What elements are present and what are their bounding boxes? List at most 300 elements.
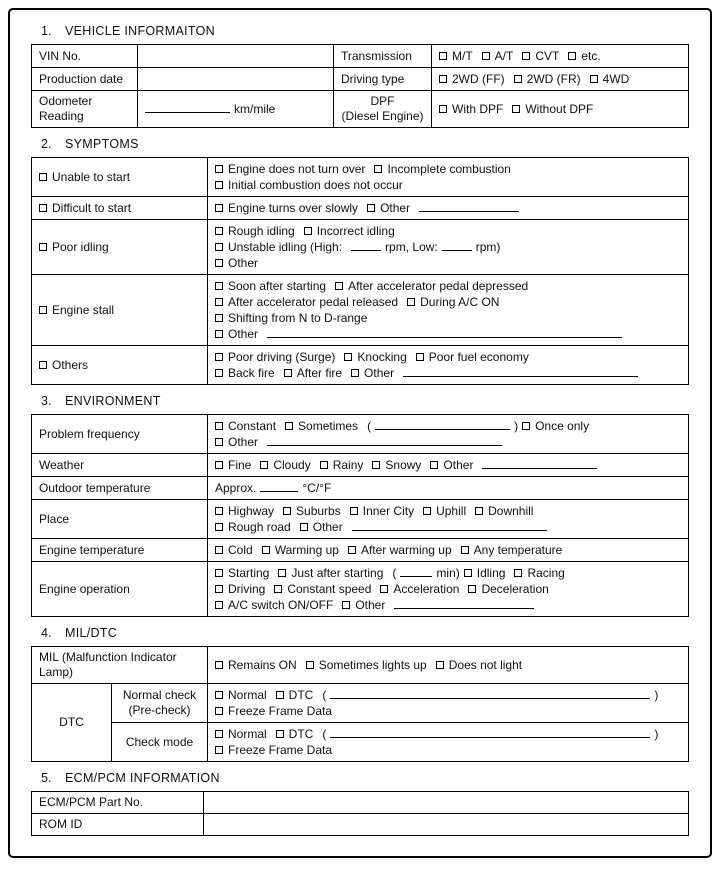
- checkbox-option[interactable]: [215, 435, 258, 449]
- checkbox-option[interactable]: [283, 504, 341, 518]
- checkbox-icon[interactable]: [468, 585, 476, 593]
- checkbox-label: Freeze Frame Data: [228, 703, 333, 718]
- checkbox-option[interactable]: [215, 566, 269, 580]
- checkbox-icon[interactable]: [215, 330, 223, 338]
- checkbox-label: Warming up: [274, 542, 339, 557]
- checkbox-option[interactable]: [278, 566, 383, 580]
- checkbox-label: Just after starting: [291, 565, 384, 580]
- checkbox-icon[interactable]: [407, 298, 415, 306]
- checkbox-label: A/C switch ON/OFF: [228, 597, 334, 612]
- checkbox-option[interactable]: [351, 366, 394, 380]
- checkbox-option[interactable]: [215, 727, 267, 741]
- checkbox-icon[interactable]: [215, 523, 223, 531]
- form-line: [215, 480, 681, 496]
- checkbox-option[interactable]: [306, 658, 427, 672]
- symptom-row-engine-stall: [32, 275, 689, 346]
- checkbox-option[interactable]: [215, 688, 267, 702]
- dpf-label-line2: (Diesel Engine): [341, 109, 424, 123]
- dtc-label: DTC: [32, 684, 112, 762]
- checkbox-option[interactable]: [262, 543, 339, 557]
- checkbox-option[interactable]: [284, 366, 342, 380]
- symptom-options-cell: [208, 158, 689, 197]
- checkbox-icon[interactable]: [306, 661, 314, 669]
- static-text: (: [367, 418, 372, 433]
- checkbox-icon[interactable]: [215, 165, 223, 173]
- section-number: 4.: [41, 626, 52, 640]
- checkbox-option[interactable]: [335, 279, 528, 293]
- checkbox-icon[interactable]: [215, 707, 223, 715]
- checkbox-icon[interactable]: [342, 601, 350, 609]
- checkbox-icon[interactable]: [39, 361, 47, 369]
- environment-label: Engine temperature: [32, 539, 208, 562]
- checkbox-option[interactable]: [423, 504, 466, 518]
- checkbox-icon[interactable]: [514, 75, 522, 83]
- rom-id-value-cell[interactable]: [204, 814, 689, 836]
- checkbox-option[interactable]: [215, 240, 342, 254]
- checkbox-option[interactable]: [260, 458, 310, 472]
- form-line: [215, 200, 681, 216]
- dpf-options: [432, 91, 689, 128]
- production-date-value-cell[interactable]: [138, 68, 334, 91]
- checkbox-option[interactable]: [215, 162, 365, 176]
- checkbox-option[interactable]: [215, 504, 274, 518]
- checkbox-icon[interactable]: [436, 661, 444, 669]
- environment-label: Problem frequency: [32, 415, 208, 454]
- fill-in-blank[interactable]: [145, 102, 230, 113]
- checkbox-icon[interactable]: [416, 353, 424, 361]
- checkbox-option[interactable]: [215, 279, 326, 293]
- checkbox-option[interactable]: [514, 566, 564, 580]
- fill-in-blank[interactable]: [330, 727, 650, 738]
- checkbox-icon[interactable]: [215, 730, 223, 738]
- form-line: [215, 365, 681, 381]
- checkbox-option[interactable]: [342, 598, 385, 612]
- checkbox-icon[interactable]: [215, 691, 223, 699]
- checkbox-icon[interactable]: [372, 461, 380, 469]
- checkbox-icon[interactable]: [215, 461, 223, 469]
- checkbox-label: Snowy: [385, 457, 422, 472]
- form-line: [39, 357, 200, 373]
- section-heading-mil-dtc: [33, 626, 687, 641]
- form-line: [39, 200, 200, 216]
- environment-label: Place: [32, 500, 208, 539]
- dtc-check-mode-row: [32, 723, 689, 762]
- checkbox-label: Other: [443, 457, 474, 472]
- form-line: [439, 101, 681, 117]
- checkbox-label: After fire: [296, 365, 343, 380]
- checkbox-option[interactable]: [300, 520, 343, 534]
- checkbox-label: 4WD: [602, 71, 630, 86]
- section-heading-symptoms: [33, 137, 687, 152]
- checkbox-label: Inner City: [362, 503, 415, 518]
- checkbox-option[interactable]: [590, 72, 630, 86]
- checkbox-icon[interactable]: [276, 730, 284, 738]
- checkbox-option[interactable]: [512, 102, 593, 116]
- checkbox-option[interactable]: [215, 327, 258, 341]
- checkbox-label: Soon after starting: [228, 278, 327, 293]
- form-line: [215, 742, 681, 758]
- checkbox-option[interactable]: [380, 582, 459, 596]
- environment-options-cell: [208, 454, 689, 477]
- environment-options-cell: [208, 500, 689, 539]
- checkbox-option[interactable]: [372, 458, 421, 472]
- checkbox-icon[interactable]: [439, 105, 447, 113]
- section-title: MIL/DTC: [65, 626, 118, 640]
- static-text: min): [436, 565, 460, 580]
- checkbox-label: DTC: [288, 687, 314, 702]
- checkbox-option[interactable]: [215, 366, 275, 380]
- checkbox-option[interactable]: [285, 419, 358, 433]
- checkbox-icon[interactable]: [512, 105, 520, 113]
- checkbox-icon[interactable]: [430, 461, 438, 469]
- fill-in-blank[interactable]: [352, 520, 547, 531]
- driving-type-options: [432, 68, 689, 91]
- checkbox-option[interactable]: [464, 566, 506, 580]
- checkbox-option[interactable]: [215, 201, 358, 215]
- odometer-value-cell[interactable]: [138, 91, 334, 128]
- static-text: rpm): [475, 239, 501, 254]
- checkbox-icon[interactable]: [522, 52, 530, 60]
- checkbox-option[interactable]: [215, 350, 335, 364]
- symptom-label-cell: [32, 275, 208, 346]
- checkbox-icon[interactable]: [274, 585, 282, 593]
- checkbox-icon[interactable]: [348, 546, 356, 554]
- checkbox-icon[interactable]: [464, 569, 472, 577]
- checkbox-option[interactable]: [439, 49, 473, 63]
- form-line: [215, 565, 681, 581]
- checkbox-label: Poor driving (Surge): [228, 349, 336, 364]
- environment-options-cell: [208, 415, 689, 454]
- checkbox-icon[interactable]: [380, 585, 388, 593]
- form-line: [215, 503, 681, 519]
- form-line: [215, 294, 681, 310]
- checkbox-option[interactable]: [374, 162, 510, 176]
- form-line: [215, 457, 681, 473]
- section-number: 2.: [41, 137, 52, 151]
- table-row-production-date: [32, 68, 689, 91]
- checkbox-icon[interactable]: [215, 601, 223, 609]
- checkbox-icon[interactable]: [300, 523, 308, 531]
- checkbox-label: After accelerator pedal depressed: [348, 278, 529, 293]
- checkbox-option[interactable]: [215, 458, 251, 472]
- static-text: (: [392, 565, 397, 580]
- checkbox-icon[interactable]: [320, 461, 328, 469]
- environment-label: Outdoor temperature: [32, 477, 208, 500]
- checkbox-option[interactable]: [215, 224, 295, 238]
- environment-label: Weather: [32, 454, 208, 477]
- checkbox-icon[interactable]: [351, 369, 359, 377]
- symptom-row-unable-to-start: [32, 158, 689, 197]
- table-row-odometer: [32, 91, 689, 128]
- fill-in-blank[interactable]: [260, 481, 298, 492]
- checkbox-icon[interactable]: [482, 52, 490, 60]
- checkbox-icon[interactable]: [215, 438, 223, 446]
- checkbox-option[interactable]: [320, 458, 364, 472]
- checkbox-option[interactable]: [367, 201, 410, 215]
- section-number: 1.: [41, 24, 52, 38]
- checkbox-icon[interactable]: [215, 369, 223, 377]
- checkbox-icon[interactable]: [522, 422, 530, 430]
- checkbox-label: Other: [228, 255, 259, 270]
- checkbox-label: Engine does not turn over: [228, 161, 366, 176]
- checkbox-label: etc.: [581, 48, 601, 63]
- checkbox-option[interactable]: [39, 358, 88, 372]
- checkbox-option[interactable]: [522, 419, 589, 433]
- checkbox-label: Downhill: [488, 503, 534, 518]
- checkbox-icon[interactable]: [215, 661, 223, 669]
- checkbox-option[interactable]: [215, 704, 332, 718]
- form-line: [145, 101, 326, 117]
- checkbox-icon[interactable]: [335, 282, 343, 290]
- checkbox-icon[interactable]: [278, 569, 286, 577]
- checkbox-icon[interactable]: [215, 298, 223, 306]
- fill-in-blank[interactable]: [419, 201, 519, 212]
- checkbox-label: Suburbs: [296, 503, 341, 518]
- form-line: [215, 349, 681, 365]
- checkbox-option[interactable]: [461, 543, 563, 557]
- checkbox-icon[interactable]: [568, 52, 576, 60]
- checkbox-option[interactable]: [276, 688, 314, 702]
- mil-dtc-table: [31, 646, 689, 762]
- checkbox-option[interactable]: [215, 178, 403, 192]
- checkbox-label: Incorrect idling: [316, 223, 395, 238]
- checkbox-label: Others: [52, 357, 89, 372]
- form-line: [215, 597, 681, 613]
- checkbox-icon[interactable]: [276, 691, 284, 699]
- checkbox-option[interactable]: [350, 504, 414, 518]
- checkbox-icon[interactable]: [39, 173, 47, 181]
- checkbox-icon[interactable]: [514, 569, 522, 577]
- production-date-label: Production date: [32, 68, 138, 91]
- checkbox-option[interactable]: [482, 49, 514, 63]
- checkbox-label: Other: [355, 597, 386, 612]
- checkbox-label: Driving: [228, 581, 266, 596]
- form-line: [215, 239, 681, 255]
- mil-options-cell: [208, 647, 689, 684]
- checkbox-label: Incomplete combustion: [387, 161, 511, 176]
- checkbox-icon[interactable]: [350, 507, 358, 515]
- dtc-normal-check-row: [32, 684, 689, 723]
- checkbox-icon[interactable]: [215, 204, 223, 212]
- checkbox-option[interactable]: [215, 543, 253, 557]
- fill-in-blank[interactable]: [351, 240, 381, 251]
- checkbox-option[interactable]: [215, 658, 297, 672]
- checkbox-icon[interactable]: [590, 75, 598, 83]
- checkbox-option[interactable]: [215, 295, 398, 309]
- checkbox-icon[interactable]: [215, 181, 223, 189]
- checkbox-icon[interactable]: [344, 353, 352, 361]
- checkbox-option[interactable]: [215, 256, 258, 270]
- static-text: ): [654, 726, 659, 741]
- form-line: [215, 581, 681, 597]
- section-number: 3.: [41, 394, 52, 408]
- checkbox-option[interactable]: [215, 743, 332, 757]
- form-line: [215, 657, 681, 673]
- checkbox-option[interactable]: [568, 49, 600, 63]
- checkbox-option[interactable]: [39, 240, 109, 254]
- checkbox-label: Constant speed: [287, 581, 372, 596]
- form-line: [215, 255, 681, 271]
- fill-in-blank[interactable]: [375, 419, 510, 430]
- checkbox-icon[interactable]: [215, 422, 223, 430]
- environment-row-weather: [32, 454, 689, 477]
- checkbox-option[interactable]: [39, 201, 131, 215]
- symptom-label-cell: [32, 346, 208, 385]
- form-line: [215, 542, 681, 558]
- checkbox-option[interactable]: [416, 350, 529, 364]
- checkbox-option[interactable]: [348, 543, 452, 557]
- driving-type-label: Driving type: [334, 68, 432, 91]
- checkbox-icon[interactable]: [215, 585, 223, 593]
- check-mode-options-cell: [208, 723, 689, 762]
- checkbox-option[interactable]: [468, 582, 548, 596]
- symptom-row-others: [32, 346, 689, 385]
- checkbox-option[interactable]: [215, 520, 291, 534]
- checkbox-label: Without DPF: [525, 101, 594, 116]
- transmission-label: Transmission: [334, 45, 432, 68]
- checkbox-icon[interactable]: [215, 282, 223, 290]
- checkbox-option[interactable]: [39, 303, 114, 317]
- symptom-label-cell: [32, 197, 208, 220]
- ecm-pcm-table: [31, 791, 689, 836]
- checkbox-label: During A/C ON: [420, 294, 500, 309]
- fill-in-blank[interactable]: [482, 458, 597, 469]
- fill-in-blank[interactable]: [400, 566, 432, 577]
- checkbox-option[interactable]: [215, 598, 333, 612]
- checkbox-icon[interactable]: [260, 461, 268, 469]
- environment-row-engine-operation: [32, 562, 689, 617]
- checkbox-label: Deceleration: [481, 581, 549, 596]
- checkbox-label: Fine: [228, 457, 252, 472]
- checkbox-label: Cloudy: [273, 457, 311, 472]
- checkbox-icon[interactable]: [215, 746, 223, 754]
- checkbox-label: Knocking: [357, 349, 407, 364]
- fill-in-blank[interactable]: [267, 435, 502, 446]
- checkbox-option[interactable]: [475, 504, 533, 518]
- checkbox-icon[interactable]: [215, 353, 223, 361]
- static-text: ): [654, 687, 659, 702]
- checkbox-icon[interactable]: [215, 227, 223, 235]
- checkbox-label: Poor fuel economy: [428, 349, 529, 364]
- checkbox-icon[interactable]: [423, 507, 431, 515]
- checkbox-label: Sometimes: [298, 418, 359, 433]
- checkbox-icon[interactable]: [39, 243, 47, 251]
- checkbox-option[interactable]: [344, 350, 406, 364]
- checkbox-option[interactable]: [304, 224, 395, 238]
- checkbox-label: CVT: [535, 48, 560, 63]
- transmission-options: [432, 45, 689, 68]
- checkbox-label: Sometimes lights up: [318, 657, 427, 672]
- symptom-row-poor-idling: [32, 220, 689, 275]
- checkbox-label: M/T: [452, 48, 473, 63]
- checkbox-icon[interactable]: [215, 546, 223, 554]
- checkbox-icon[interactable]: [461, 546, 469, 554]
- mil-label: MIL (Malfunction Indicator Lamp): [32, 647, 208, 684]
- environment-options-cell: [208, 477, 689, 500]
- fill-in-blank[interactable]: [403, 366, 638, 377]
- checkbox-icon[interactable]: [215, 569, 223, 577]
- checkbox-icon[interactable]: [439, 52, 447, 60]
- checkbox-icon[interactable]: [283, 507, 291, 515]
- fill-in-blank[interactable]: [330, 688, 650, 699]
- form-line: [39, 302, 200, 318]
- checkbox-icon[interactable]: [39, 204, 47, 212]
- checkbox-option[interactable]: [215, 582, 265, 596]
- checkbox-option[interactable]: [407, 295, 499, 309]
- vin-value-cell[interactable]: [138, 45, 334, 68]
- checkbox-icon[interactable]: [285, 422, 293, 430]
- checkbox-label: Other: [380, 200, 411, 215]
- checkbox-option[interactable]: [522, 49, 559, 63]
- table-row-vin: [32, 45, 689, 68]
- form-line: [215, 326, 681, 342]
- checkbox-option[interactable]: [274, 582, 371, 596]
- checkbox-label: Racing: [527, 565, 565, 580]
- normal-check-label: Normal check (Pre-check): [112, 684, 208, 723]
- odometer-label: Odometer Reading: [32, 91, 138, 128]
- checkbox-icon[interactable]: [439, 75, 447, 83]
- checkbox-option[interactable]: [514, 72, 581, 86]
- checkbox-icon[interactable]: [304, 227, 312, 235]
- vin-label: VIN No.: [32, 45, 138, 68]
- checkbox-label: Freeze Frame Data: [228, 742, 333, 757]
- checkbox-option[interactable]: [276, 727, 314, 741]
- checkbox-option[interactable]: [215, 311, 367, 325]
- checkbox-icon[interactable]: [374, 165, 382, 173]
- form-line: [215, 223, 681, 239]
- checkbox-label: Other: [364, 365, 395, 380]
- checkbox-icon[interactable]: [367, 204, 375, 212]
- fill-in-blank[interactable]: [267, 327, 622, 338]
- checkbox-option[interactable]: [215, 419, 276, 433]
- checkbox-option[interactable]: [436, 658, 522, 672]
- static-text: Approx.: [215, 480, 257, 495]
- checkbox-icon[interactable]: [262, 546, 270, 554]
- checkbox-icon[interactable]: [215, 314, 223, 322]
- rom-id-row: [32, 814, 689, 836]
- checkbox-icon[interactable]: [215, 243, 223, 251]
- fill-in-blank[interactable]: [394, 598, 534, 609]
- symptom-options-cell: [208, 220, 689, 275]
- checkbox-label: Other: [312, 519, 343, 534]
- fill-in-blank[interactable]: [442, 240, 472, 251]
- form-line: [439, 48, 681, 64]
- checkbox-icon[interactable]: [215, 259, 223, 267]
- checkbox-option[interactable]: [439, 72, 505, 86]
- checkbox-label: Rough road: [228, 519, 291, 534]
- checkbox-option[interactable]: [39, 170, 130, 184]
- checkbox-icon[interactable]: [215, 507, 223, 515]
- dpf-label-line1: DPF: [370, 94, 395, 108]
- checkbox-icon[interactable]: [284, 369, 292, 377]
- form-line: [215, 278, 681, 294]
- environment-label: Engine operation: [32, 562, 208, 617]
- checkbox-option[interactable]: [439, 102, 503, 116]
- section-number: 5.: [41, 771, 52, 785]
- checkbox-label: Idling: [476, 565, 506, 580]
- checkbox-icon[interactable]: [475, 507, 483, 515]
- form-line: [215, 703, 681, 719]
- symptoms-table: [31, 157, 689, 385]
- checkbox-label: Starting: [228, 565, 270, 580]
- checkbox-label: Engine turns over slowly: [228, 200, 359, 215]
- checkbox-label: Uphill: [436, 503, 467, 518]
- static-text: km/mile: [234, 101, 276, 116]
- checkbox-icon[interactable]: [39, 306, 47, 314]
- ecm-part-number-value-cell[interactable]: [204, 792, 689, 814]
- environment-row-place: [32, 500, 689, 539]
- checkbox-option[interactable]: [430, 458, 473, 472]
